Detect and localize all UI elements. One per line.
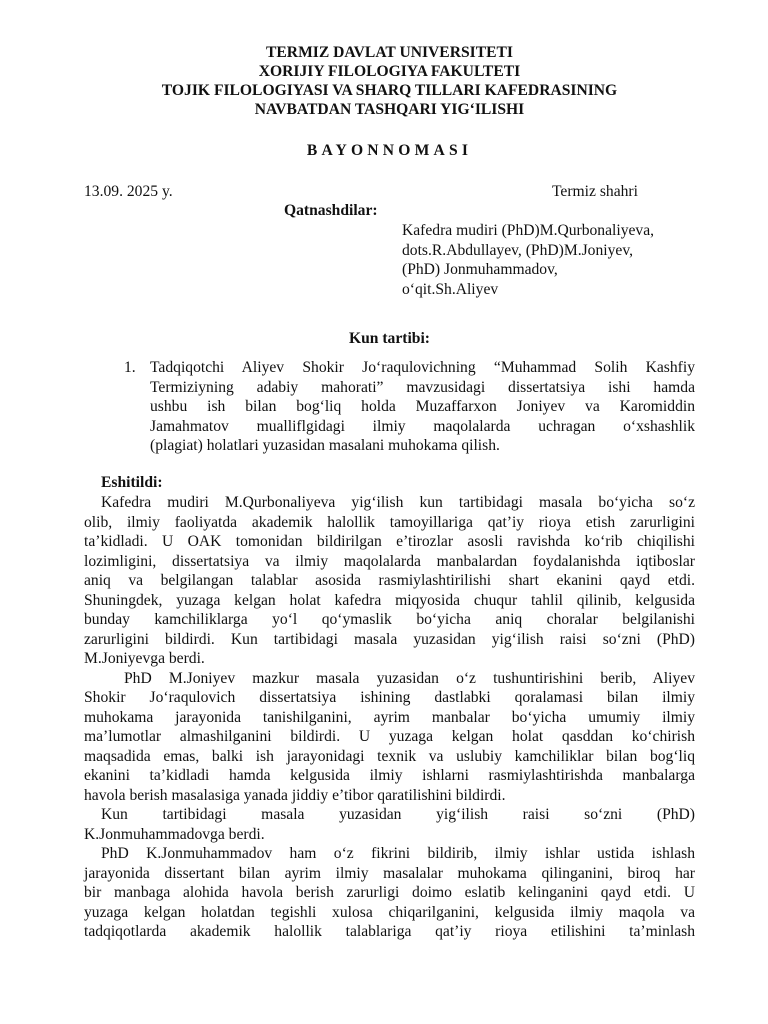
participants-list <box>402 221 702 299</box>
participant-line: o‘qit.Sh.Aliyev <box>402 280 499 298</box>
body-line: yuzaga kelgan holatdan tegishli xulosa chiqarilganini, kelgusida ilmiy maqola va <box>84 903 695 921</box>
agenda-line: ushbu ish bilan bog‘liq holda Muzaffarxon Joniyev va Karomiddin <box>150 398 695 415</box>
agenda-title: Kun tartibi: <box>348 330 430 347</box>
body-line: PhD K.Jonmuhammadov ham o‘z fikrini bildirib, ilmiy ishlar ustida ishlash <box>101 845 695 862</box>
meeting-date: 13.09. 2025 y. <box>84 183 173 200</box>
body-line: PhD M.Joniyev mazkur masala yuzasidan o‘z tushuntirishini berib, Aliyev <box>124 669 695 687</box>
body-line: Shokir Jo‘raqulovich dissertatsiya ishining dastlabki qoralamasi bilan ilmiy <box>84 689 695 706</box>
body-line: K.Jonmuhammadovga berdi. <box>84 825 265 843</box>
agenda-line: Jamahmatov mualliflgidagi ilmiy maqolalarda uchragan o‘xshashlik <box>150 417 695 435</box>
body-line: bir manbaga alohida havola berish zarurligi doimo eslatib kelinganini qayd etdi. U <box>84 884 695 901</box>
body-line: Kun tartibidagi masala yuzasidan yig‘ilish raisi so‘zni (PhD) <box>101 806 695 823</box>
agenda-line: Termiziyning adabiy mahorati” mavzusidagi dissertatsiya ishi hamda <box>150 378 695 396</box>
body-line: ma’lumotlar almashilganini bildirdi. U yuzaga kelgan holat qasddan ko‘chirish <box>84 728 695 745</box>
body-line: muhokama jarayonida tanishilganini, ayrim manbalar bo‘yicha umumiy ilmiy <box>84 708 695 726</box>
body-line: ta’kidladi. U OAK tomonidan bildirilgan e’tirozlar asosli ravishda ko‘rib chiqilishi <box>84 533 695 550</box>
body-line: lozimligini, dissertatsiya va ilmiy maqolalarda manbalardan foydalanishda iqtiboslar <box>84 552 695 570</box>
body-line: olib, ilmiy faoliyatda akademik halollik tamoyillariga qat’iy rioya etish zarurligini <box>84 513 695 531</box>
agenda-line: Tadqiqotchi Aliyev Shokir Jo‘raqulovichning “Muhammad Solih Kashfiy <box>150 359 695 376</box>
body-line: Kafedra mudiri M.Qurbonaliyeva yig‘ilish kun tartibidagi masala bo‘yicha so‘z <box>101 494 695 511</box>
body-line: zarurligini bildirdi. Kun tartibidagi masala yuzasidan yig‘ilish raisi so‘zni (PhD) <box>84 630 695 648</box>
participant-line: (PhD) Jonmuhammadov, <box>402 261 558 278</box>
body-line: havola berish masalasiga yanada jiddiy e’tibor qaratilishini bildirdi. <box>84 786 506 804</box>
body-line: ekanini ta’kidladi hamda kelgusida ilmiy ishlarni rasmiylashtirishda manbalarga <box>84 767 695 784</box>
header-meeting: NAVBATDAN TASHQARI YIG‘ILISHI <box>254 101 525 118</box>
agenda-item-text <box>150 358 695 456</box>
body-line: jarayonida dissertant bilan ayrim ilmiy masalalar muhokama qilinganini, biroq har <box>84 864 695 882</box>
meeting-city: Termiz shahri <box>552 183 638 200</box>
document-header <box>84 43 695 119</box>
document-page <box>84 0 695 1024</box>
body-line: aniq va belgilangan talablar asosida rasmiylashtirilishi shart ekanini qayd etdi. <box>84 572 695 589</box>
document-title: BAYONNOMASI <box>306 142 473 159</box>
body-line: maqsadida emas, balki ish jarayonidagi texnik va uslubiy kamchiliklar bilan bog‘liq <box>84 747 695 765</box>
header-department: TOJIK FILOLOGIYASI VA SHARQ TILLARI KAFEDRASINING <box>161 82 618 99</box>
agenda-item-number: 1. <box>124 359 136 376</box>
minutes-body <box>84 493 695 942</box>
heard-label: Eshitildi: <box>101 474 163 491</box>
participant-line: dots.R.Abdullayev, (PhD)M.Joniyev, <box>402 241 634 259</box>
body-line: tadqiqotlarda akademik halollik talablariga qat’iy rioya etilishini ta’minlash <box>84 923 695 940</box>
agenda-line: (plagiat) holatlari yuzasidan masalani muhokama qilish. <box>150 437 500 454</box>
header-faculty: XORIJIY FILOLOGIYA FAKULTETI <box>258 63 521 80</box>
body-line: bunday kamchiliklarga yo‘l qo‘ymaslik bo‘yicha aniq choralar belgilanishi <box>84 611 695 628</box>
body-line: M.Joniyevga berdi. <box>84 650 205 667</box>
participant-line: Kafedra mudiri (PhD)M.Qurbonaliyeva, <box>402 222 655 239</box>
body-line: Shuningdek, yuzaga kelgan holat kafedra miqyosida chuqur tahlil qilinib, kelgusida <box>84 591 695 609</box>
participants-label: Qatnashdilar: <box>284 202 378 219</box>
header-university: TERMIZ DAVLAT UNIVERSITETI <box>266 44 513 61</box>
